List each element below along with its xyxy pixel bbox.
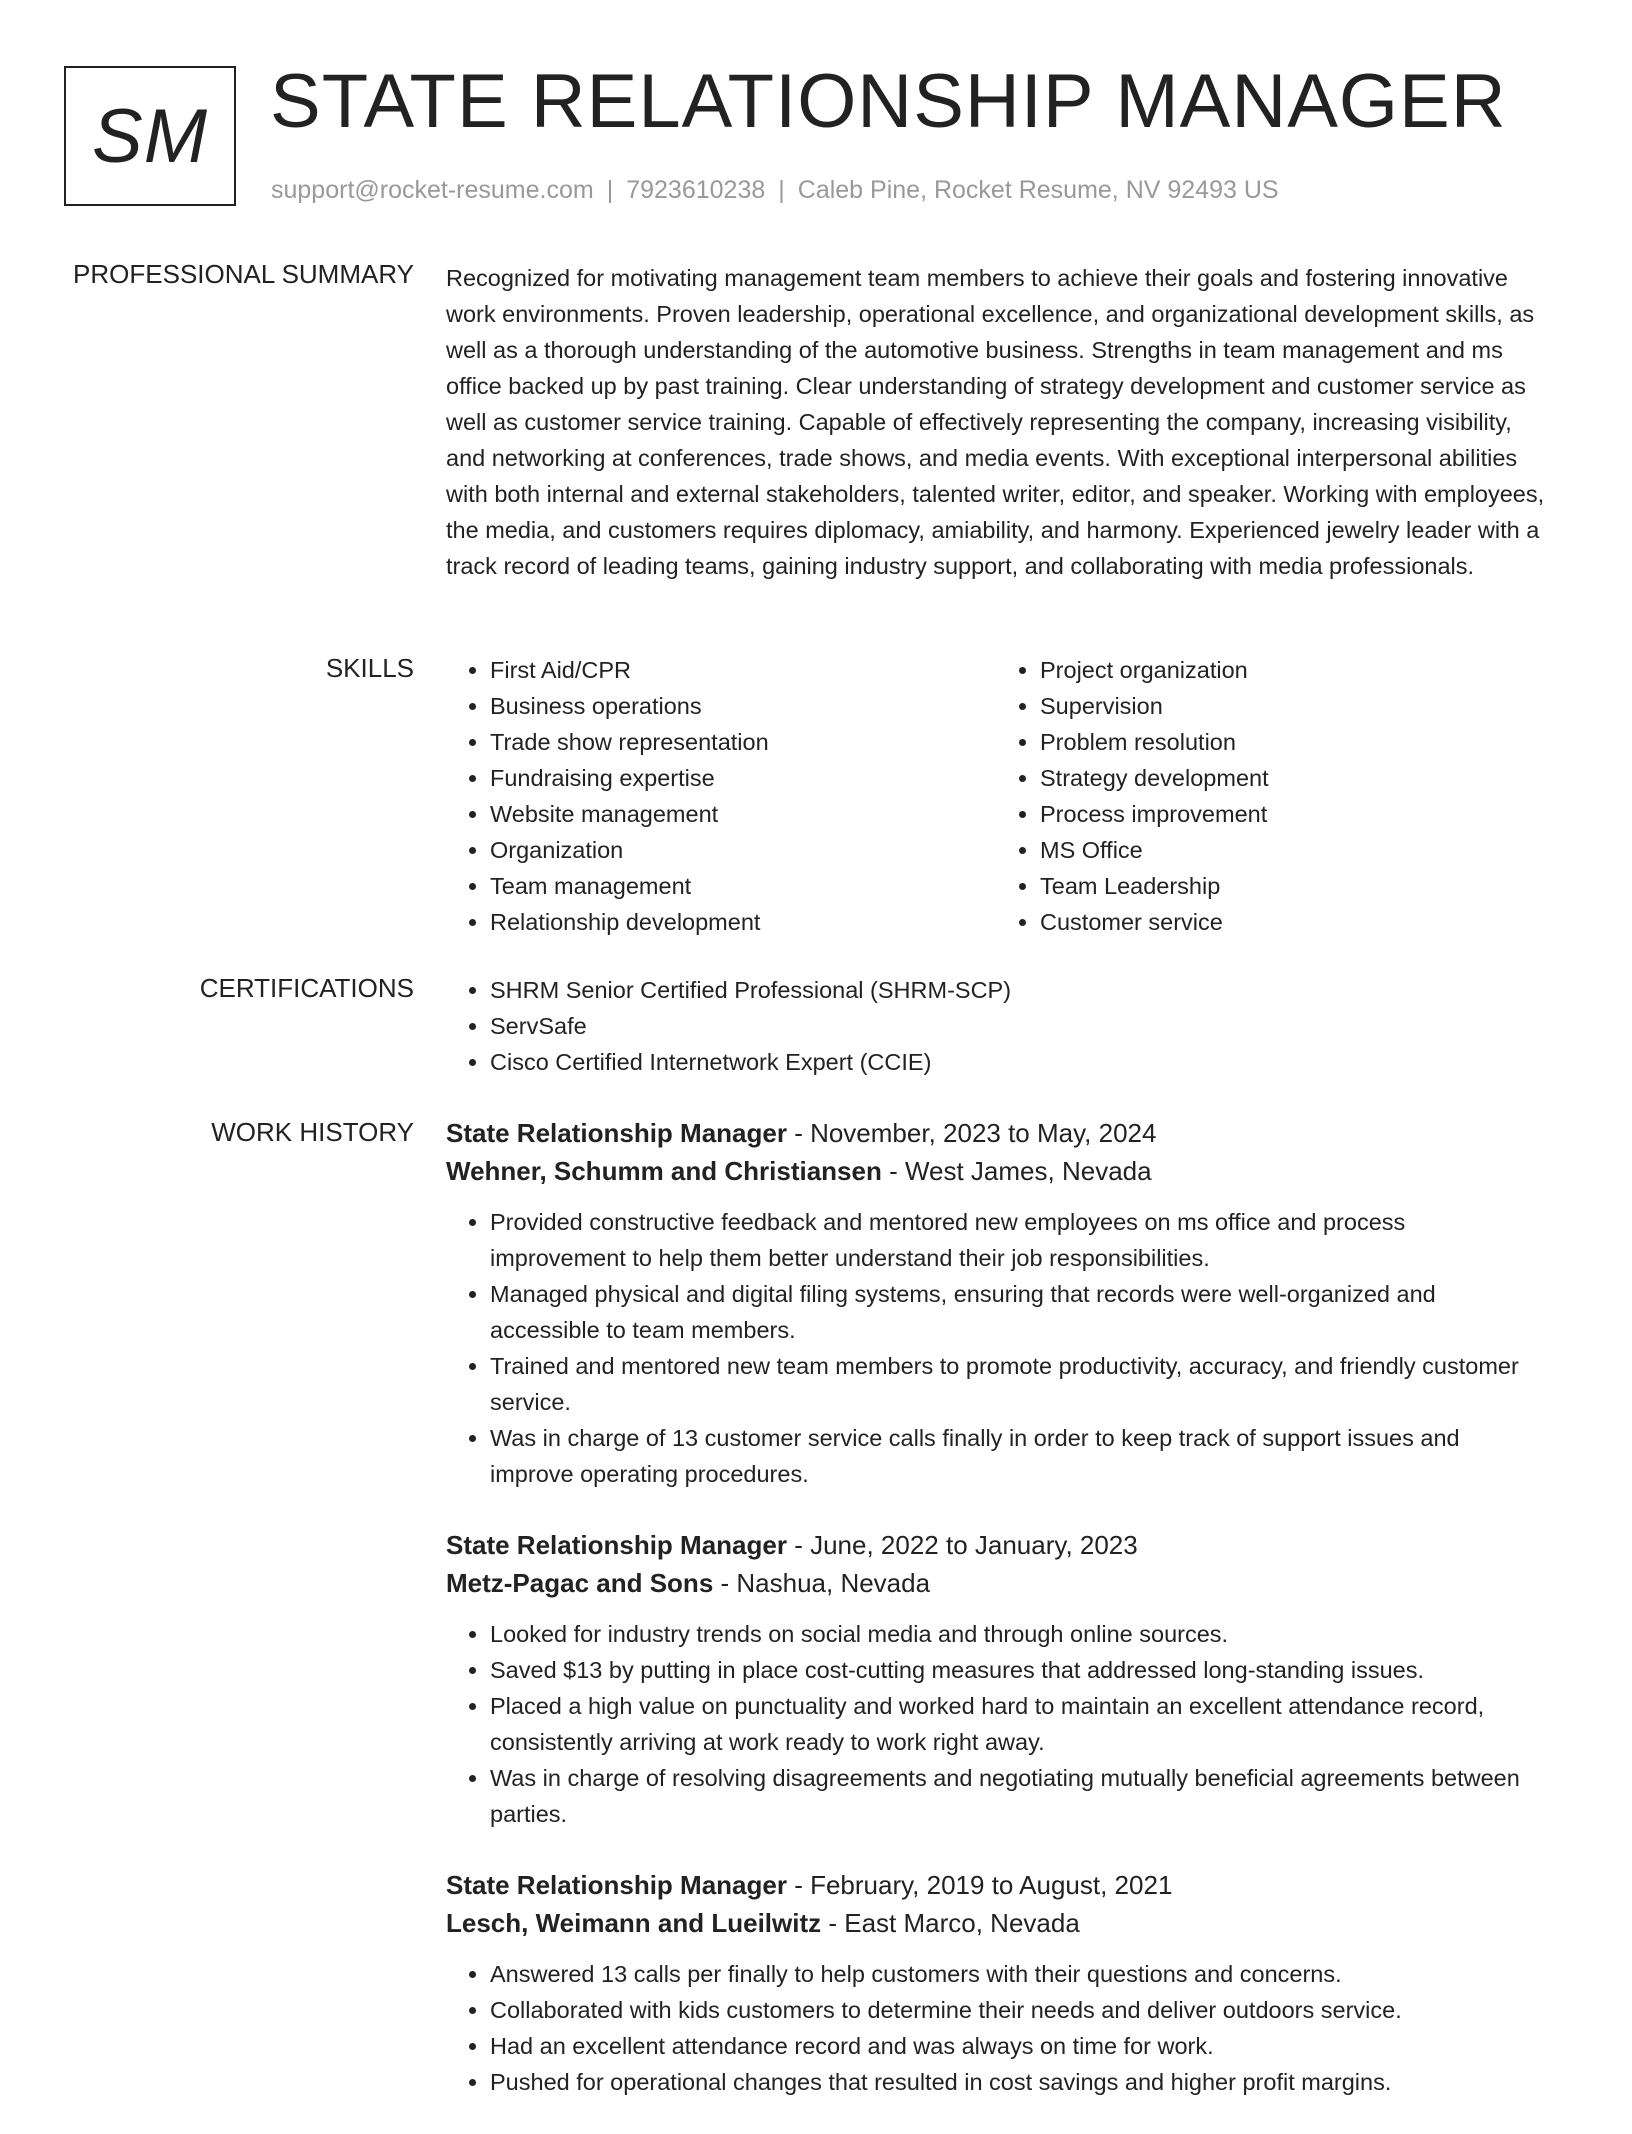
summary-text: Recognized for motivating management team members to achieve their goals and fostering innovative work environments. Proven leadership, operational excellence, and organizational development skills, as well as a thorough understanding of the automotive business. Strengths in team management and ms office backed up by past training. Clear understanding of strategy development and customer service as well as customer service training. Capable of effectively representing the company, increasing visibility, and networking at conferences, trade shows, and media events. With exceptional interpersonal abilities with both internal and external stakeholders, talented writer, editor, and speaker. Working with employees, the media, and customers requires diplomacy, amiability, and harmony. Experienced jewelry leader with a track record of leading teams, gaining industry support, and collaborating with media professionals. (446, 265, 1545, 579)
list-item: • Saved $13 by putting in place cost-cutting measures that addressed long-standing issues. (490, 1652, 1546, 1688)
job-title: State Relationship Manager (446, 1530, 787, 1560)
job-duties (446, 1616, 1546, 1832)
list-item: • Trained and mentored new team members to promote productivity, accuracy, and friendly customer service. (490, 1348, 1546, 1420)
certifications-list (446, 972, 1546, 1080)
job-entry (446, 1866, 1546, 2100)
list-item: • Trade show representation (490, 724, 996, 760)
job-duties (446, 1204, 1546, 1492)
work-history-heading: WORK HISTORY (211, 1117, 414, 1147)
job-location: - East Marco, Nevada (821, 1908, 1080, 1938)
contact-separator: | (606, 176, 614, 204)
list-item: • Strategy development (1040, 760, 1546, 796)
list-item: • Process improvement (1040, 796, 1546, 832)
list-item: • Provided constructive feedback and mentored new employees on ms office and process improvement to help them better understand their job responsibilities. (490, 1204, 1546, 1276)
contact-address: Caleb Pine, Rocket Resume, NV 92493 US (797, 176, 1279, 204)
list-item: • Supervision (1040, 688, 1546, 724)
job-dates: - November, 2023 to May, 2024 (786, 1118, 1157, 1148)
job-company-line (446, 1904, 1546, 1942)
list-item: • Was in charge of resolving disagreements and negotiating mutually beneficial agreements between parties. (490, 1760, 1546, 1832)
job-company: Wehner, Schumm and Christiansen (446, 1156, 882, 1186)
list-item: • Collaborated with kids customers to determine their needs and deliver outdoors service. (490, 1992, 1546, 2028)
job-title-line (446, 1866, 1546, 1904)
job-title: State Relationship Manager (446, 1870, 787, 1900)
list-item: • Had an excellent attendance record and was always on time for work. (490, 2028, 1546, 2064)
list-item: • Was in charge of 13 customer service calls finally in order to keep track of support issues and improve operating procedures. (490, 1420, 1546, 1492)
list-item: • Placed a high value on punctuality and worked hard to maintain an excellent attendance record, consistently arriving at work ready to work right away. (490, 1688, 1546, 1760)
list-item: • Problem resolution (1040, 724, 1546, 760)
summary-heading: PROFESSIONAL SUMMARY (73, 259, 414, 289)
job-title-line (446, 1114, 1546, 1152)
list-item: • Organization (490, 832, 996, 868)
list-item: • ServSafe (490, 1008, 1546, 1044)
list-item: • SHRM Senior Certified Professional (SHRM-SCP) (490, 972, 1546, 1008)
skills-list-left (446, 652, 996, 940)
list-item: • Pushed for operational changes that resulted in cost savings and higher profit margins. (490, 2064, 1546, 2100)
list-item: • Looked for industry trends on social media and through online sources. (490, 1616, 1546, 1652)
contact-line (271, 174, 1279, 206)
skills-heading: SKILLS (325, 653, 414, 683)
monogram-logo (64, 66, 236, 206)
job-dates: - June, 2022 to January, 2023 (786, 1530, 1138, 1560)
job-location: - Nashua, Nevada (713, 1568, 931, 1598)
job-company-line (446, 1152, 1546, 1190)
job-location: - West James, Nevada (881, 1156, 1152, 1186)
list-item: • Answered 13 calls per finally to help customers with their questions and concerns. (490, 1956, 1546, 1992)
job-entry (446, 1526, 1546, 1832)
list-item: • Team management (490, 868, 996, 904)
contact-phone: 7923610238 (626, 176, 766, 204)
job-title: State Relationship Manager (446, 1118, 787, 1148)
list-item: • Managed physical and digital filing systems, ensuring that records were well-organized and accessible to team members. (490, 1276, 1546, 1348)
list-item: • MS Office (1040, 832, 1546, 868)
skills-list-right (996, 652, 1546, 940)
monogram-initials: SM (92, 93, 208, 179)
resume-title: STATE RELATIONSHIP MANAGER (270, 59, 1507, 144)
list-item: • Team Leadership (1040, 868, 1546, 904)
job-dates: - February, 2019 to August, 2021 (786, 1870, 1173, 1900)
list-item: • First Aid/CPR (490, 652, 996, 688)
job-company: Lesch, Weimann and Lueilwitz (446, 1908, 822, 1938)
job-title-line (446, 1526, 1546, 1564)
job-entry (446, 1114, 1546, 1492)
contact-separator: | (778, 176, 785, 204)
list-item: • Customer service (1040, 904, 1546, 940)
job-company: Metz-Pagac and Sons (446, 1568, 714, 1598)
job-duties (446, 1956, 1546, 2100)
list-item: • Website management (490, 796, 996, 832)
list-item: • Business operations (490, 688, 996, 724)
list-item: • Cisco Certified Internetwork Expert (CCIE) (490, 1044, 1546, 1080)
certifications-heading: CERTIFICATIONS (199, 973, 414, 1003)
contact-email: support@rocket-resume.com (271, 176, 594, 204)
job-company-line (446, 1564, 1546, 1602)
list-item: • Relationship development (490, 904, 996, 940)
list-item: • Fundraising expertise (490, 760, 996, 796)
list-item: • Project organization (1040, 652, 1546, 688)
